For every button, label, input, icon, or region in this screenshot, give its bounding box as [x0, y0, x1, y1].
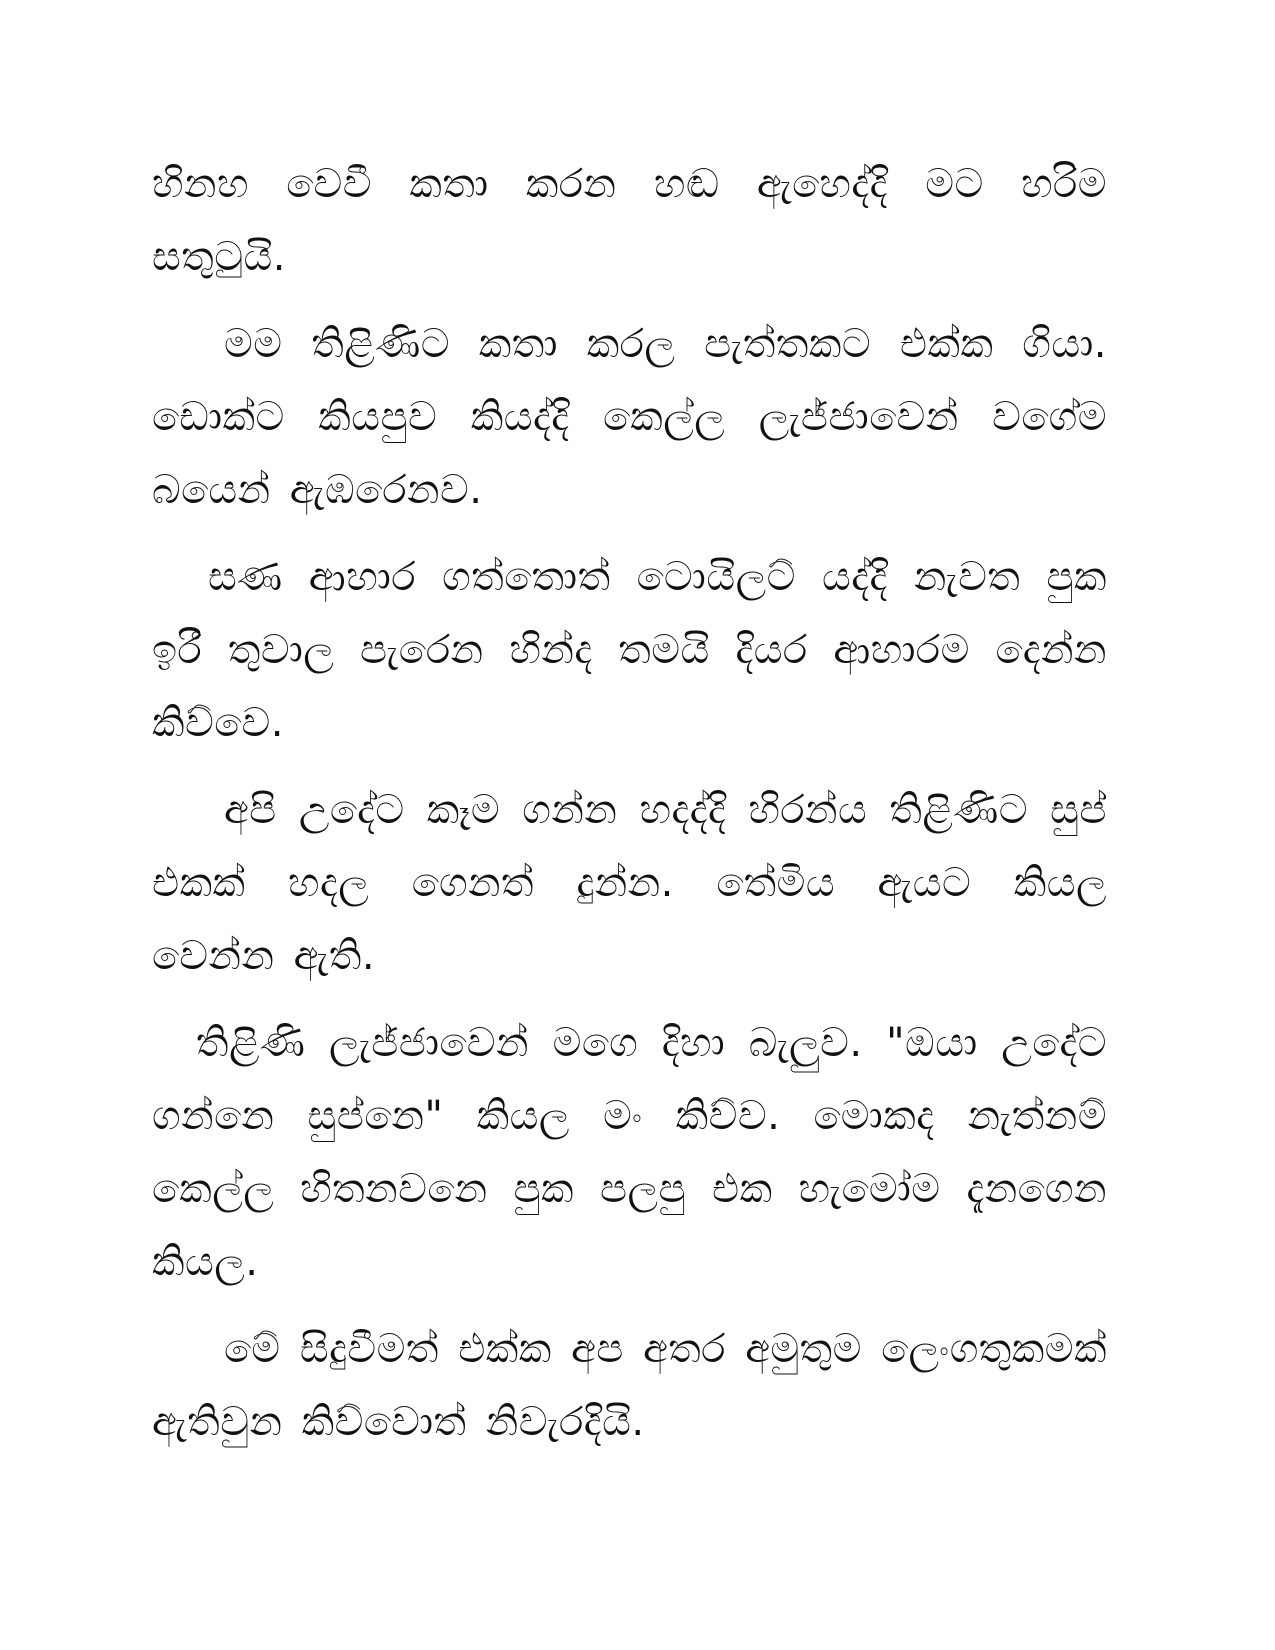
- paragraph-3: සණ ආහාර ගත්තොත් ටොයිලට් යද්දි නැවත පුක ඉරී තුවාල පැරෙන හින්ද තමයි දියර ආහාරම දෙන්න කිව්වෙ.: [152, 554, 1107, 746]
- paragraph-1: හිනහ වෙවී කතා කරන හඬ ඇහෙද්දි මට හරිම සතුටුයි.: [152, 161, 1107, 280]
- paragraph-2: මම තිළිණිට කතා කරල පැත්තකට එක්ක ගියා. ඩොක්ට කියපුව කියද්දි කෙල්ල ලැජ්ජාවෙන් වගේම බයෙන් ඇඹරෙනව.: [152, 321, 1107, 513]
- paragraph-4: අපි උදේට කෑම ගන්න හදද්දි හිරන්ය තිළිණිට සුප් එකක් හදල ගෙනත් දුන්න. තේමිය ඇයට කියල වෙන්න ඇති.: [152, 787, 1107, 979]
- paragraph-5: තිළිණි ලැජ්ජාවෙන් මගෙ දිහා බැලුව. "ඔයා උදේට ගන්නෙ සුප්නෙ" කියල මං කිව්ව. මොකද නැත්නම් කෙල්ල හිතනවනෙ පුක පලපු එක හැමෝම දැනගෙන කියල.: [152, 1020, 1107, 1285]
- paragraph-6: මේ සිදුවීමත් එක්ක අප අතර අමුතුම ලෙංගතුකමක් ඇතිවුන කිව්වොත් නිවැරදියි.: [152, 1326, 1107, 1445]
